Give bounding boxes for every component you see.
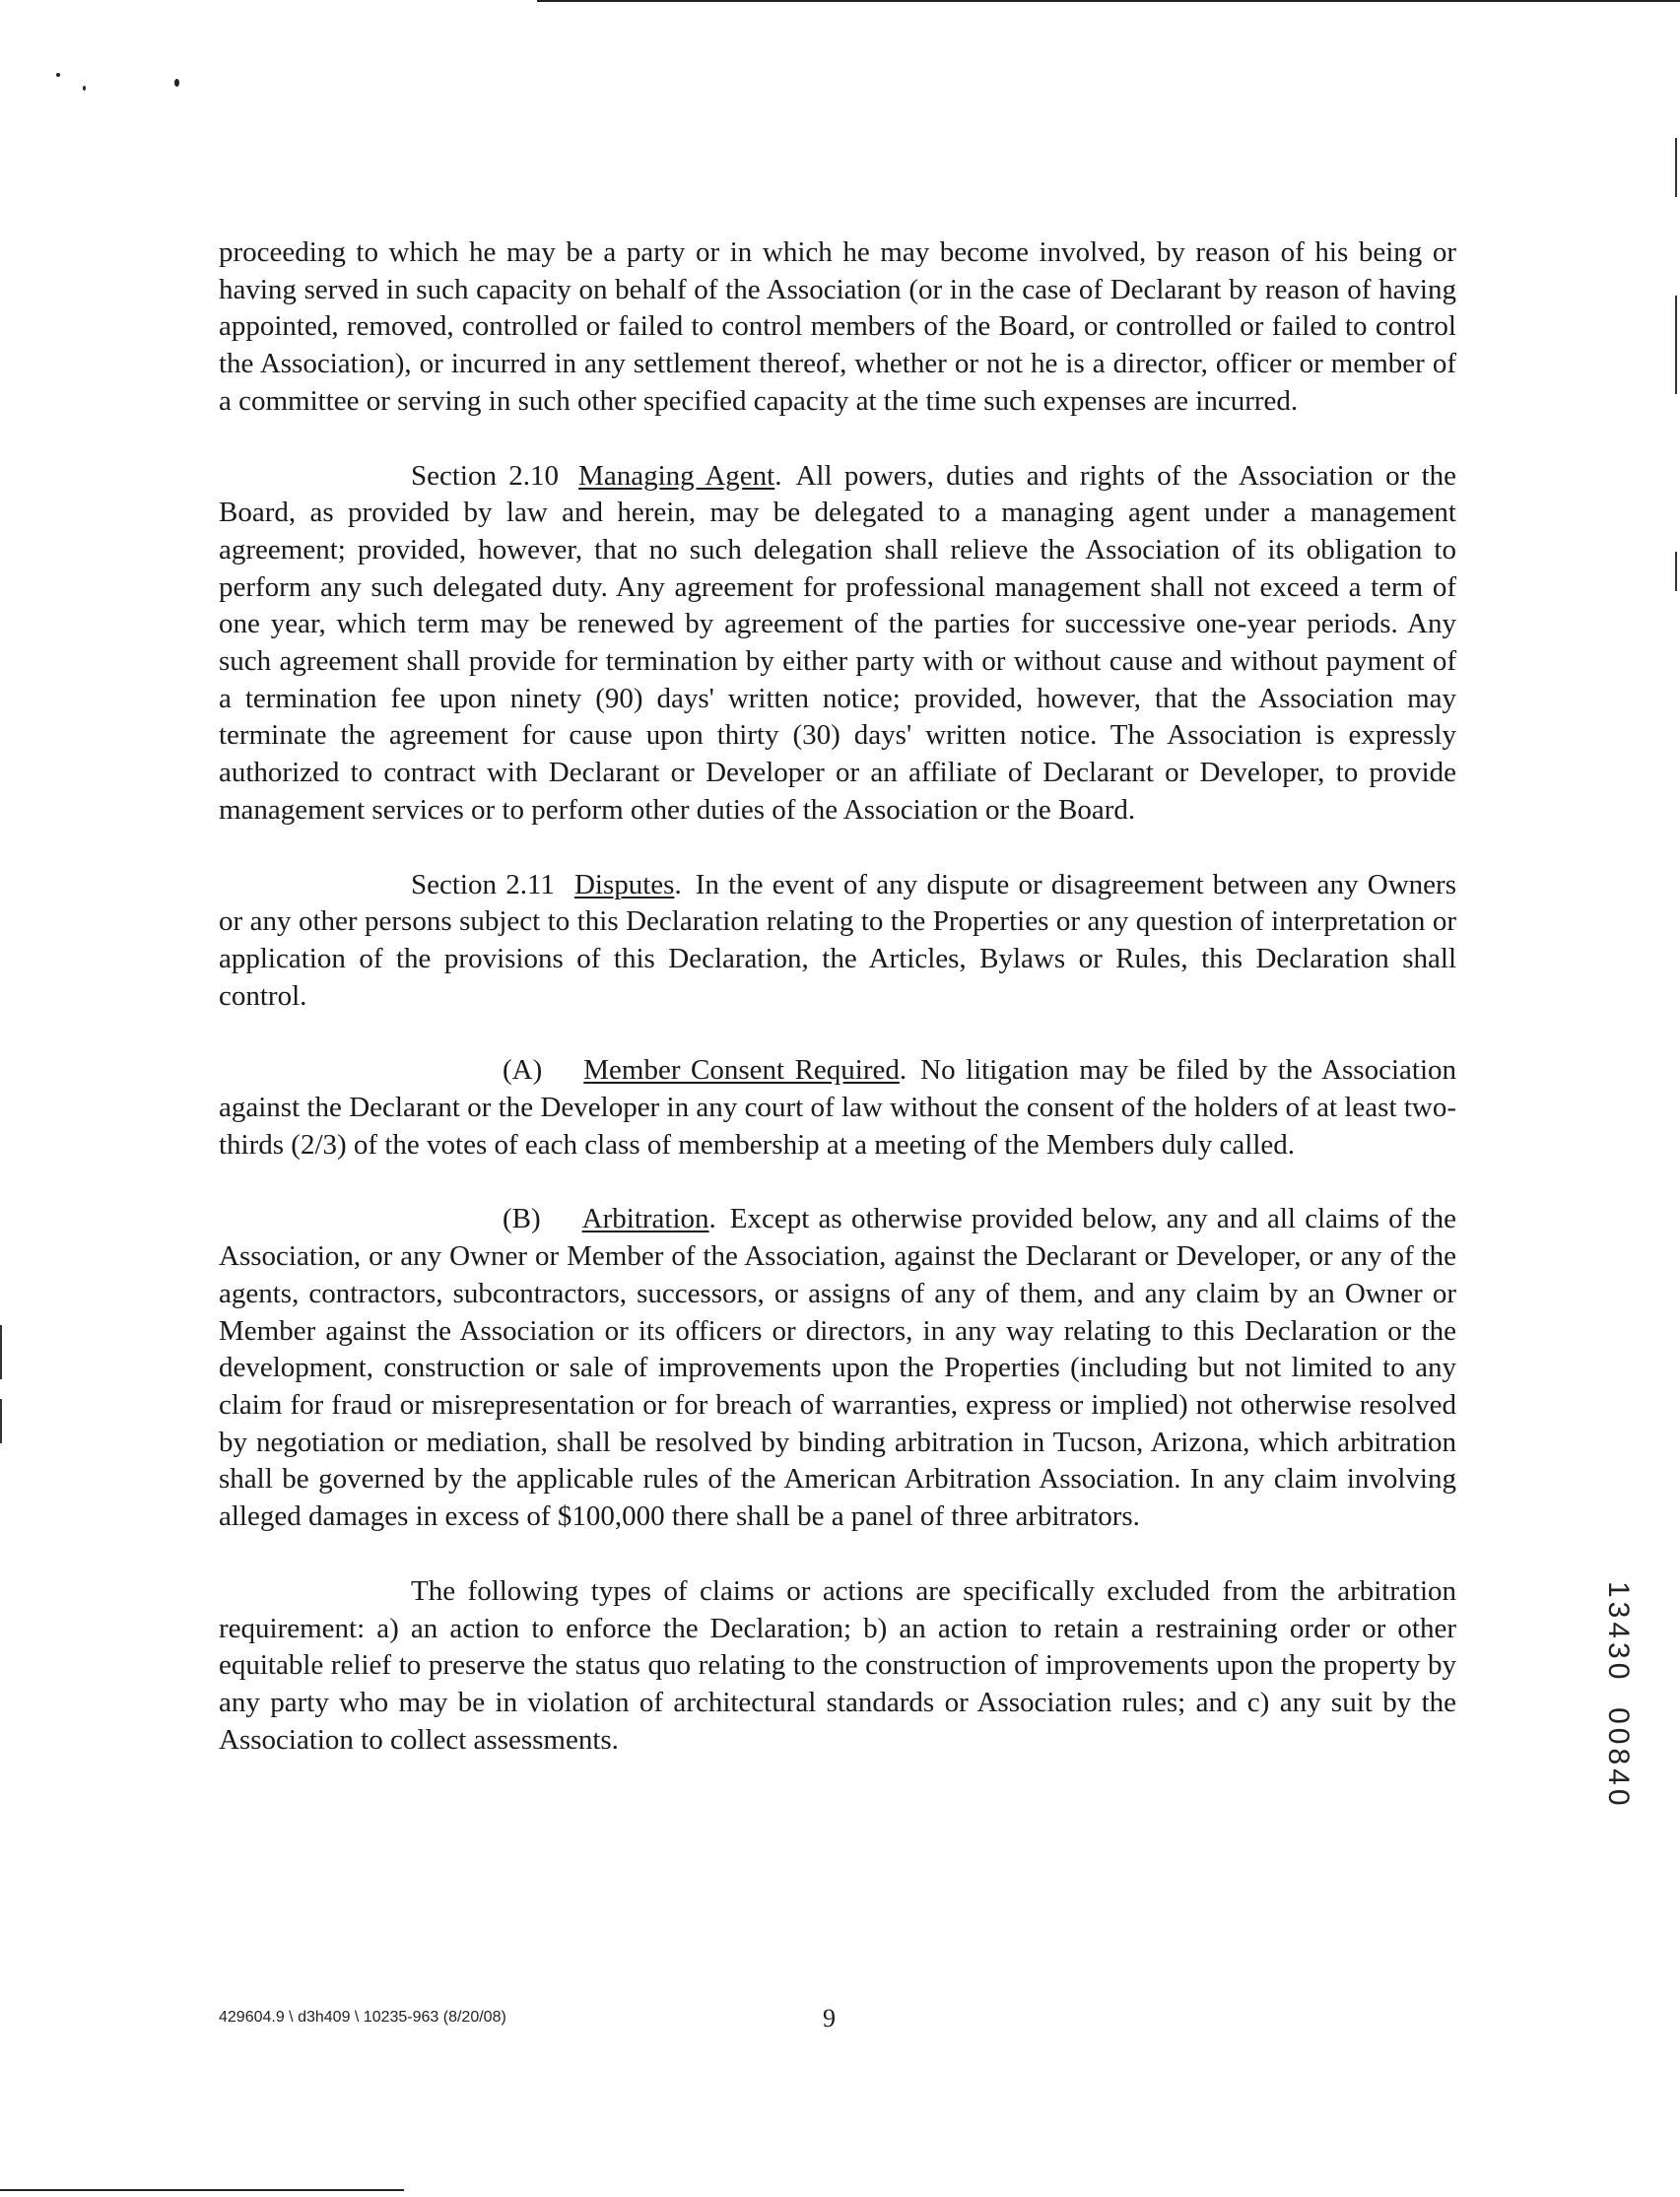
continuation-paragraph: proceeding to which he may be a party or in which he may become involved, by reason of his being or having served in such capacity on behalf of the Association (or in the case of Declarant by reason of having appointed, removed, controlled or failed to control members of the Board, or controlled or failed to control the Association), or incurred in any settlement thereof, whether or not he is a director, officer or member of a committee or serving in such other specified capacity at the time such expenses are incurred. [219, 236, 1456, 417]
scan-speck [56, 73, 60, 77]
scan-right-edge-mark [1675, 138, 1677, 197]
section-text: All powers, duties and rights of the Association or the Board, as provided by law and herein, may be delegated to a managing agent under a management agreement; provided, however, that no such delegation shall relieve the Association of its obligation to perform any such delegated duty. Any agreement for professional management shall not exceed a term of one year, which term may be renewed by agreement of the parties for successive one-year periods. Any such agreement shall provide for termination by either party with or without cause and without payment of a termination fee upon ninety (90) days' written notice; provided, however, that the Association may terminate the agreement for cause upon thirty (30) days' written notice. The Association is expressly authorized to contract with Declarant or Developer or an affiliate of Declarant or Developer, to provide management services or to perform other duties of the Association or the Board. [219, 459, 1456, 826]
scan-left-edge-mark [0, 1325, 2, 1379]
subsection-label: (A) [503, 1054, 543, 1087]
page-number: 9 [823, 2004, 836, 2032]
scan-speck [83, 86, 86, 91]
section-number: Section 2.11 [411, 868, 555, 900]
subsection-b-paragraph: (B) Arbitration. Except as otherwise provided below, any and all claims of the Association, or any Owner or Member of the Association, against the Declarant or Developer, or any of the agents, contractors, subcontractors, successors, or assigns of any of them, and any claim by an Owner or Member against the Association or its officers or directors, in any way relating to this Declaration or the development, construction or sale of improvements upon the Properties (including but not limited to any claim for fraud or misrepresentation or for breach of warranties, express or implied) not otherwise resolved by negotiation or mediation, shall be resolved by binding arbitration in Tucson, Arizona, which arbitration shall be governed by the applicable rules of the American Arbitration Association. In any claim involving alleged damages in excess of $100,000 there shall be a panel of three arbitrators. [219, 1203, 1456, 1533]
subsection-heading: Arbitration [581, 1203, 709, 1235]
section-number: Section 2.10 [411, 459, 560, 492]
body-text [219, 234, 1456, 1796]
scan-right-edge-mark [1675, 296, 1677, 394]
exclusions-paragraph: The following types of claims or actions are specifically excluded from the arbitration requirement: a) an action to enforce the Declaration; b) an action to retain a restraining order or other equitable relief to preserve the status quo relating to the construction of improvements upon the property by any party who may be in violation of architectural standards or Association rules; and c) any suit by the Association to collect assessments. [219, 1574, 1456, 1756]
scan-speck [174, 79, 179, 87]
scan-top-edge [537, 0, 1680, 2]
scan-left-edge-mark [0, 1399, 2, 1443]
recording-stamp: 13430 00840 [1602, 1581, 1635, 1810]
section-2-10-paragraph: Section 2.10 Managing Agent. All powers, duties and rights of the Association or the Board, as provided by law and herein, may be delegated to a managing agent under a management agreement; provided, however, that no such delegation shall relieve the Association of its obligation to perform any such delegated duty. Any agreement for professional management shall not exceed a term of one year, which term may be renewed by agreement of the parties for successive one-year periods. Any such agreement shall provide for termination by either party with or without cause and without payment of a termination fee upon ninety (90) days' written notice; provided, however, that the Association may terminate the agreement for cause upon thirty (30) days' written notice. The Association is expressly authorized to contract with Declarant or Developer or an affiliate of Declarant or Developer, to provide management services or to perform other duties of the Association or the Board. [219, 459, 1456, 826]
subsection-label: (B) [503, 1203, 541, 1235]
document-footer-id: 429604.9 \ d3h409 \ 10235-963 (8/20/08) [219, 2009, 506, 2026]
section-heading: Managing Agent [578, 459, 775, 492]
section-2-11-paragraph: Section 2.11 Disputes. In the event of any dispute or disagreement between any Owners or any other persons subject to this Declaration relating to the Properties or any question of interpretation or application of the provisions of this Declaration, the Articles, Bylaws or Rules, this Declaration shall control. [219, 868, 1456, 1012]
scan-right-edge-mark [1675, 552, 1677, 591]
subsection-heading: Member Consent Required [583, 1054, 900, 1087]
section-heading: Disputes [573, 868, 675, 900]
scan-bottom-edge [0, 2189, 404, 2191]
section-text: In the event of any dispute or disagreement between any Owners or any other persons subject to this Declaration relating to the Properties or any question of interpretation or application of the provisions of this Declaration, the Articles, Bylaws or Rules, this Declaration shall control. [219, 868, 1456, 1012]
subsection-text: Except as otherwise provided below, any and all claims of the Association, or any Owner or Member of the Association, against the Declarant or Developer, or any of the agents, contractors, subcontractors, successors, or assigns of any of them, and any claim by an Owner or Member against the Association or its officers or directors, in any way relating to this Declaration or the development, construction or sale of improvements upon the Properties (including but not limited to any claim for fraud or misrepresentation or for breach of warranties, express or implied) not otherwise resolved by negotiation or mediation, shall be resolved by binding arbitration in Tucson, Arizona, which arbitration shall be governed by the applicable rules of the American Arbitration Association. In any claim involving alleged damages in excess of $100,000 there shall be a panel of three arbitrators. [219, 1203, 1456, 1533]
subsection-a-paragraph: (A) Member Consent Required. No litigation may be filed by the Association against the Declarant or the Developer in any court of law without the consent of the holders of at least two-thirds (2/3) of the votes of each class of membership at a meeting of the Members duly called. [219, 1054, 1456, 1161]
subsection-text: No litigation may be filed by the Association against the Declarant or the Developer in any court of law without the consent of the holders of at least two-thirds (2/3) of the votes of each class of membership at a meeting of the Members duly called. [219, 1054, 1456, 1161]
